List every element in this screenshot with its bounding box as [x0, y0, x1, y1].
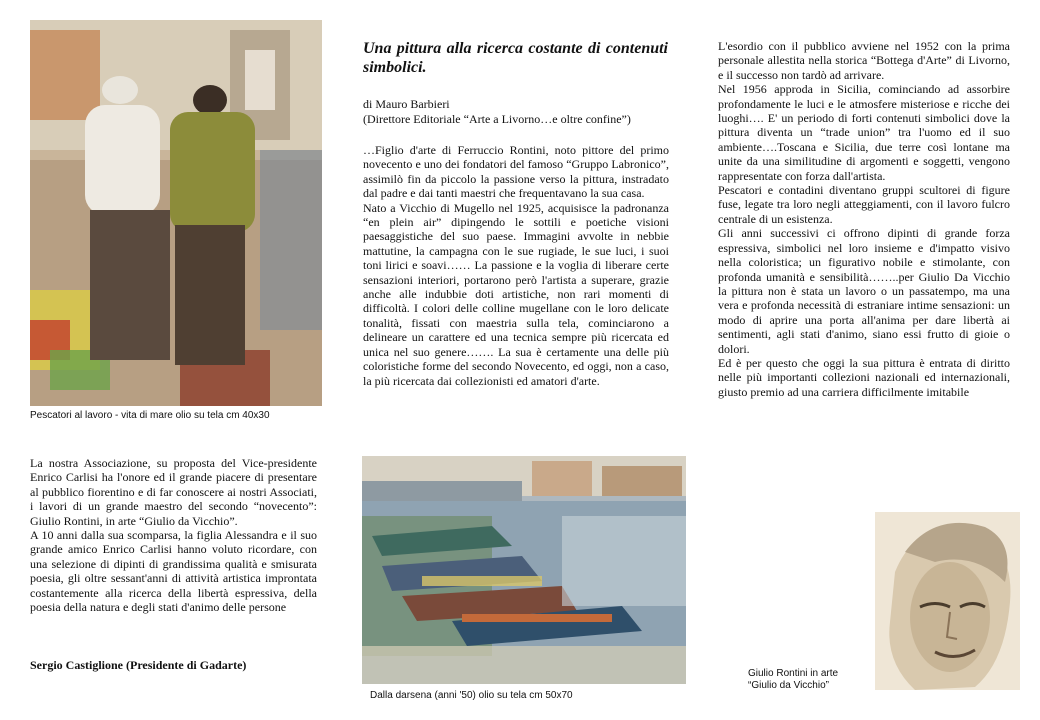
byline: di Mauro Barbieri — [363, 97, 450, 111]
paragraph: Gli anni successivi ci offrono dipinti di grande forza espressiva, simbolici nel loro insieme e d'impatto visivo nella coloristica; un figurativo nobile e stimolante, con profonda umanità e sensibilità……..per Giulio Da Vicchio la pittura non è stata un lavoro o un passatempo, ma una vera e profonda necessità di estraniare intime sensazioni: un modo di aprire una porta all'anima per dare libertà ai sentimenti, agli stati d'animo, siano essi frutto di gioie o dolori. — [718, 226, 1010, 356]
painting-fishermen-caption: Pescatori al lavoro - vita di mare olio su tela cm 40x30 — [30, 410, 270, 421]
paragraph: La nostra Associazione, su proposta del Vice-presidente Enrico Carlisi ha l'onore ed il grande piacere di presentare al pubblico fiorentino e di far conoscere ai nostri Associati, i lavori di un grande maestro del secondo “novecento”: Giulio Rontini, in arte “Giulio da Vicchio”. — [30, 456, 317, 528]
painting-harbour-caption: Dalla darsena (anni '50) olio su tela cm 50x70 — [370, 690, 573, 701]
portrait-caption — [748, 668, 868, 692]
portrait-photo — [875, 512, 1020, 690]
paragraph: Pescatori e contadini diventano gruppi scultorei di figure fuse, legate tra loro negli atteggiamenti, con il lavoro fulcro centrale di un esistenza. — [718, 183, 1010, 226]
paragraph: Ed è per questo che oggi la sua pittura è entrata di diritto nelle più importanti collezioni nazionali ed internazionali, giusto premio ad una carriera difficilmente imitabile — [718, 355, 1010, 399]
paragraph: L'esordio con il pubblico avviene nel 1952 con la prima personale allestita nella storica “Bottega d'Arte” di Livorno, e il successo non tardò ad arrivare. — [718, 39, 1010, 82]
article-column-3 — [718, 39, 1010, 399]
painting-harbour — [362, 456, 686, 684]
paragraph: Nel 1956 approda in Sicilia, cominciando ad assorbire profondamente le luci e le atmosfere misteriose e ricche dei luoghi…. E' un periodo di forti contenuti simbolici dove la pittura diventa un “trade union” tra l'uomo ed il suo ambiente….Toscana e Sicilia, due terre così lontane ma unite da una similitudine di argomenti e soggetti, vengono rappresentate con forza dall'artista. — [718, 82, 1010, 183]
portrait-caption-line-2: “Giulio da Vicchio” — [748, 680, 829, 691]
byline-role: (Direttore Editoriale “Arte a Livorno…e oltre confine”) — [363, 112, 631, 126]
signature: Sergio Castiglione (Presidente di Gadarte) — [30, 658, 247, 672]
article-column-2 — [363, 143, 669, 388]
intro-text — [30, 456, 317, 614]
paragraph: A 10 anni dalla sua scomparsa, la figlia Alessandra e il suo grande amico Enrico Carlisi hanno voluto ricordare, con una selezione di dipinti di grandissima qualità e smisurata poesia, gli oltre sessant'anni di attività artistica improntata costantemente alla ricerca della libertà espressiva, della poesia della natura e degli stati d'animo delle persone — [30, 528, 317, 615]
portrait-caption-line-1: Giulio Rontini in arte — [748, 668, 839, 679]
article-title: Una pittura alla ricerca costante di contenuti simbolici. — [363, 40, 668, 76]
paragraph: Nato a Vicchio di Mugello nel 1925, acquisisce la padronanza “en plein air” dipingendo le sottili e poetiche visioni paesaggistiche del suo paese. Immagini avvolte in nebbie mattutine, la campagna con le sue rugiade, le sue luci, i suoi toni lirici e soavi…… La passione e la voglia di liberare certe sensazioni interiori, portarono però l'artista a superare, grazie anche alle indubbie doti artistiche, non rari momenti di difficoltà. I colori delle colline mugellane con le loro delicate tonalità, fissati con maestria sulla tela, cominciarono a delineare un carattere ed una tecnica sempre più ricercata ed unica nel suo genere……. La sua è certamente una delle più coloristiche forme del secondo Novecento, ed oggi, non a caso, la più ricercata dai collezionisti ed amatori d'arte. — [363, 200, 669, 388]
paragraph: …Figlio d'arte di Ferruccio Rontini, noto pittore del primo novecento e uno dei fondatori del famoso “Gruppo Labronico”, assimilò fin da piccolo la passione verso la pittura, instradato dal padre e dai tanti maestri che frequentavano la sua casa. — [363, 143, 669, 201]
painting-fishermen — [30, 20, 322, 406]
